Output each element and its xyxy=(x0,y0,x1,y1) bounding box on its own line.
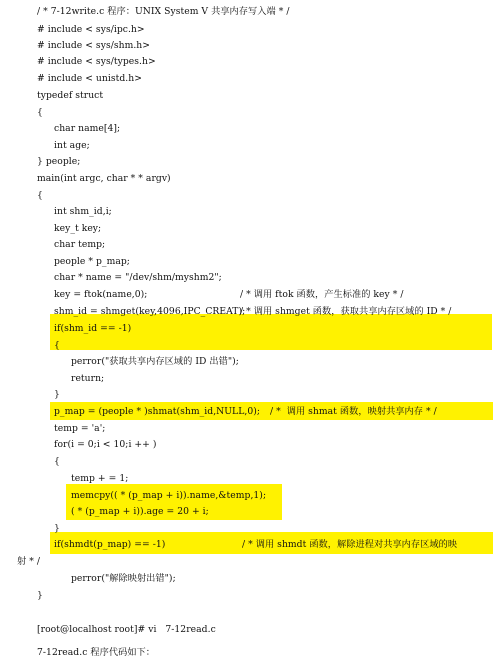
code-comment-shmdt: / * 调用 shmdt 函数，解除进程对共享内存区域的映 xyxy=(242,539,458,550)
code-line-typedef: typedef struct xyxy=(37,90,104,101)
code-comment-shmget: / * 调用 shmget 函数，获取共享内存区域的 ID * / xyxy=(240,306,452,317)
code-line-int-age: int age; xyxy=(54,140,90,151)
code-line-main-brace-close: } xyxy=(37,590,43,601)
code-line-char-name-path: char * name = "/dev/shm/myshm2"; xyxy=(54,272,222,283)
code-comment-shmat: / * 调用 shmat 函数，映射共享内存 * / xyxy=(270,406,437,417)
code-line-for: for(i = 0;i < 10;i ++ ) xyxy=(54,439,157,450)
code-line-if-shm-id: if(shm_id == -1) xyxy=(54,323,132,334)
code-line-if-brace-close: } xyxy=(54,389,60,400)
code-line-shmget: shm_id = shmget(key,4096,IPC_CREAT); xyxy=(54,306,246,317)
code-line-if-brace-open: { xyxy=(54,340,60,351)
code-comment-ftok: / * 调用 ftok 函数，产生标准的 key * / xyxy=(240,289,404,300)
code-line-char-name: char name[4]; xyxy=(54,123,121,134)
code-line-memcpy: memcpy(( * (p_map + i)).name,&temp,1); xyxy=(71,490,267,501)
code-line-for-brace-open: { xyxy=(54,456,60,467)
text-read-program-intro: 7-12read.c 程序代码如下： xyxy=(37,647,156,658)
code-line-return: return; xyxy=(71,373,105,384)
code-line-people-pmap: people * p_map; xyxy=(54,256,130,267)
code-comment-shmdt-wrap: 射 * / xyxy=(17,556,40,567)
code-line-shmdt: if(shmdt(p_map) == -1) xyxy=(54,539,166,550)
code-line-brace-open: { xyxy=(37,107,43,118)
code-line-struct-end: } people; xyxy=(37,156,81,167)
code-line-for-brace-close: } xyxy=(54,523,60,534)
code-line-key-t: key_t key; xyxy=(54,223,102,234)
code-line-char-temp: char temp; xyxy=(54,239,106,250)
code-line-temp-a: temp = 'a'; xyxy=(54,423,106,434)
code-line-int-shm-id: int shm_id,i; xyxy=(54,206,112,217)
code-line-perror-id: perror("获取共享内存区域的 ID 出错"); xyxy=(71,356,239,367)
code-line-include-ipc: # include < sys/ipc.h> xyxy=(37,24,145,35)
code-line-temp-inc: temp + = 1; xyxy=(71,473,129,484)
code-line-include-unistd: # include < unistd.h> xyxy=(37,73,142,84)
code-line-main: main(int argc, char * * argv) xyxy=(37,173,171,184)
code-line-include-shm: # include < sys/shm.h> xyxy=(37,40,151,51)
code-line-comment-header: / * 7-12write.c 程序：UNIX System V 共享内存写入端 * / xyxy=(37,6,290,17)
shell-command-line: [root@localhost root]# vi 7-12read.c xyxy=(37,624,216,635)
code-line-age-assign: ( * (p_map + i)).age = 20 + i; xyxy=(71,506,209,517)
code-line-perror-unmap: perror("解除映射出错"); xyxy=(71,573,176,584)
code-line-ftok: key = ftok(name,0); xyxy=(54,289,148,300)
code-line-shmat: p_map = (people * )shmat(shm_id,NULL,0); xyxy=(54,406,260,417)
code-line-main-brace: { xyxy=(37,190,43,201)
code-line-include-types: # include < sys/types.h> xyxy=(37,56,156,67)
